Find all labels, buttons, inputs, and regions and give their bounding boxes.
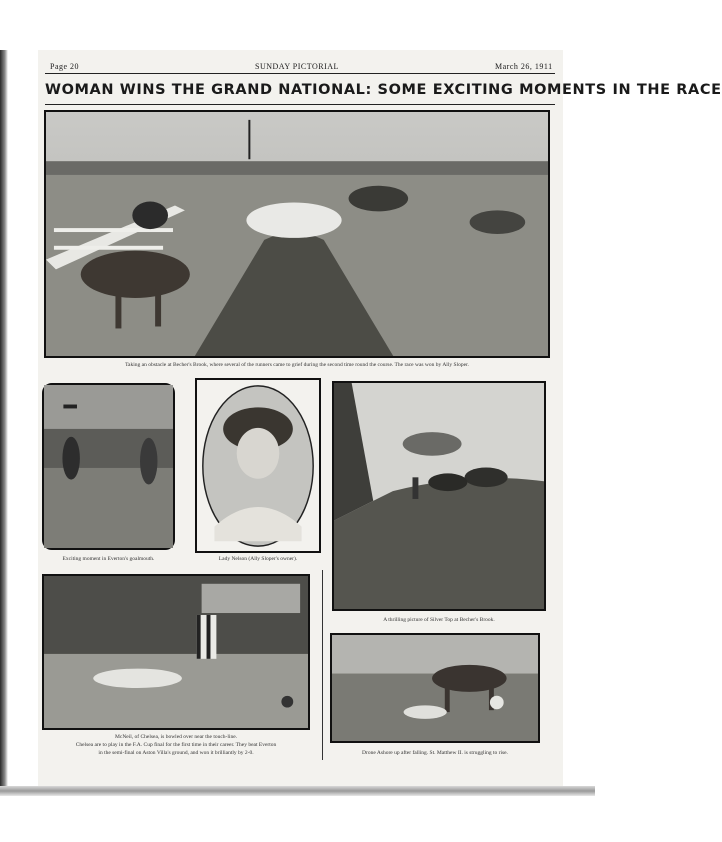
- football-goalmouth-photo: [42, 383, 175, 550]
- main-race-photo: [44, 110, 550, 358]
- jump-right-caption: A thrilling picture of Silver Top at Becher's Brook.: [383, 617, 495, 623]
- masthead-rule: [45, 73, 555, 74]
- binding-edge: [0, 50, 8, 795]
- football-bottom-caption-line1: McNeil, of Chelsea, is bowled over near the touch-line.: [114, 734, 238, 740]
- portrait-caption: Lady Nelson (Ally Sloper's owner).: [218, 556, 298, 562]
- football-left-caption: Exciting moment in Everton's goalmouth.: [62, 556, 155, 562]
- silver-top-jump-photo: [332, 381, 546, 611]
- paper-name: SUNDAY PICTORIAL: [255, 62, 339, 71]
- page-bottom-edge: [0, 786, 595, 796]
- fallen-horse-photo: [330, 633, 540, 743]
- football-bottom-caption-line3: in the semi-final on Aston Villa's ground, and won it brilliantly by 2-0.: [98, 750, 254, 756]
- fallen-horse-caption: Drone Ashore up after falling. St. Matthew II. is struggling to rise.: [362, 750, 508, 756]
- football-bottom-caption-line2: Chelsea are to play in the F.A. Cup final for the first time in their career. They beat Everton: [75, 742, 277, 748]
- page-number: Page 20: [50, 62, 80, 71]
- chelsea-football-photo: [42, 574, 310, 730]
- headline-rule: [45, 104, 555, 105]
- issue-date: March 26, 1911: [495, 62, 553, 71]
- headline: WOMAN WINS THE GRAND NATIONAL: SOME EXCITING MOMENTS IN THE RACE: [45, 82, 722, 98]
- portrait-photo: [195, 378, 321, 553]
- main-photo-caption: Taking an obstacle at Becher's Brook, where several of the runners came to grief during the second time round the course. The race was won by Ally Sloper.: [125, 362, 469, 368]
- column-divider: [322, 570, 323, 760]
